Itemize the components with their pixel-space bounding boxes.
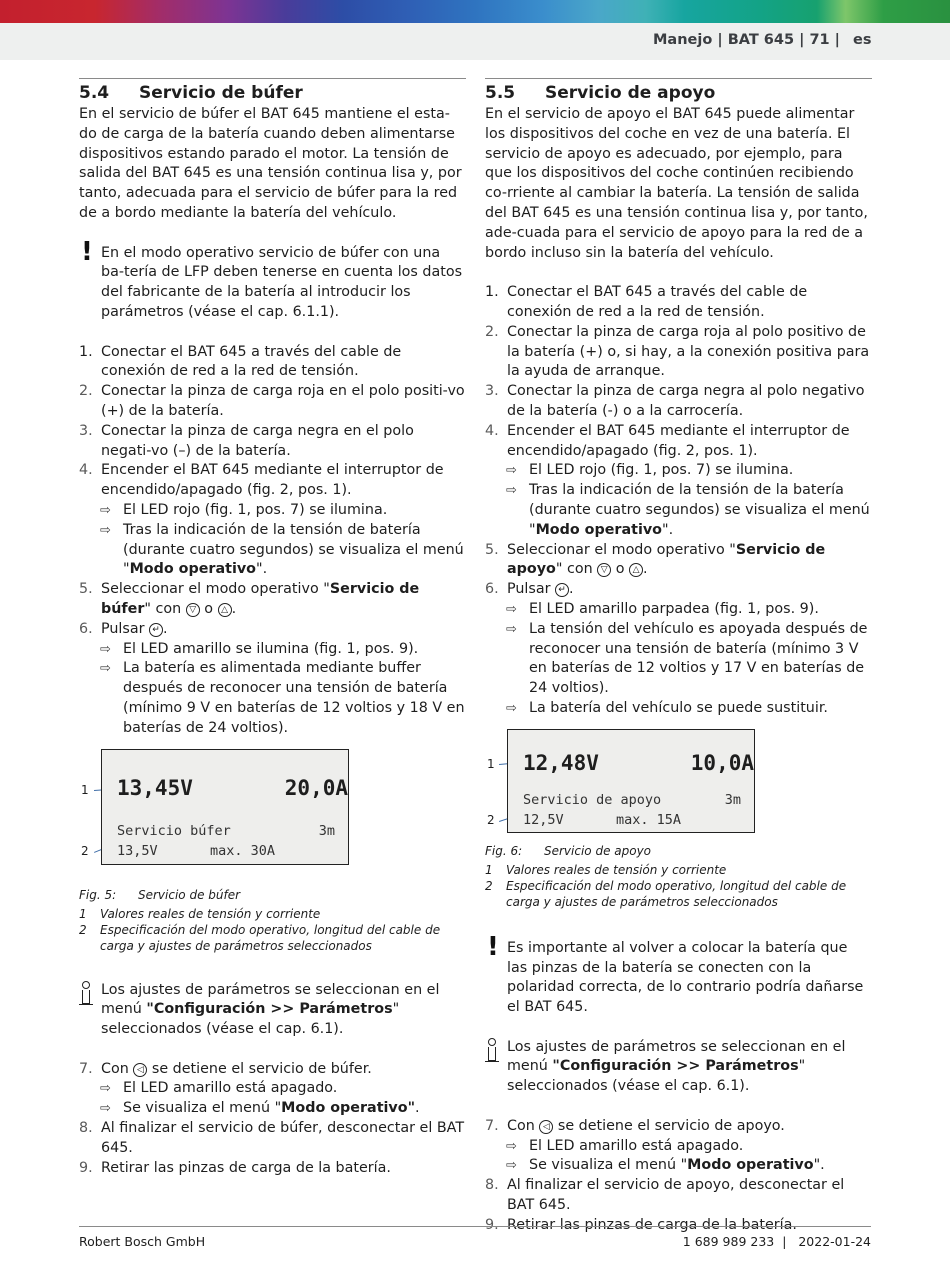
lcd-mode: Servicio búfer bbox=[117, 822, 231, 839]
exclamation-icon: ! bbox=[487, 931, 499, 962]
info-icon bbox=[485, 1038, 500, 1064]
result-text: El LED rojo (fig. 1, pos. 7) se ilumina. bbox=[123, 501, 388, 518]
step-5 bbox=[485, 541, 872, 581]
step-text: Seleccionar el modo operativo " bbox=[101, 581, 330, 598]
footer-company: Robert Bosch GmbH bbox=[79, 1234, 206, 1249]
section-buffer-service bbox=[79, 78, 466, 1178]
step-text: " con bbox=[144, 600, 186, 617]
legend-number: 1 bbox=[79, 906, 87, 921]
result-text: El LED amarillo está apagado. bbox=[529, 1137, 744, 1154]
step-7 bbox=[485, 1117, 872, 1137]
warning-note bbox=[79, 236, 466, 323]
language-code: es bbox=[853, 32, 872, 48]
callout-2: 2 bbox=[81, 843, 89, 858]
step-result bbox=[79, 659, 466, 738]
step-3 bbox=[485, 382, 872, 422]
result-arrow-icon: ⇨ bbox=[506, 463, 517, 479]
step-text: o bbox=[199, 600, 218, 617]
step-number: 1. bbox=[485, 284, 499, 301]
section-support-service bbox=[485, 78, 872, 1236]
figure-title: Servicio de búfer bbox=[138, 887, 241, 902]
section-number: 5.4 bbox=[79, 83, 110, 103]
legend-text: Valores reales de tensión y corriente bbox=[506, 862, 727, 877]
figure-legend-item bbox=[79, 922, 466, 954]
legend-text: Especificación del modo operativo, longitud del cable de carga y ajustes de parámetros seleccionados bbox=[506, 878, 847, 909]
footer-separator: | bbox=[782, 1234, 787, 1249]
footer-meta bbox=[683, 1234, 871, 1249]
step-3 bbox=[79, 422, 466, 462]
info-note bbox=[485, 1038, 872, 1097]
callout-1: 1 bbox=[81, 782, 89, 797]
step-number: 1. bbox=[79, 343, 93, 360]
step-text: Con bbox=[101, 1060, 134, 1077]
step-2 bbox=[485, 323, 872, 382]
back-arrow-key-icon: ◁ bbox=[133, 1063, 147, 1077]
step-text: Conectar el BAT 645 a través del cable de conexión de red a la red de tensión. bbox=[101, 343, 402, 380]
intro-paragraph: En el servicio de apoyo el BAT 645 puede alimentar los dispositivos del coche en vez de una batería. El servicio de apoyo es adecuado, por ejemplo, para que los dispositivos del coche continúen recibiendo co-rriente al cambiar la batería. La tensión de salida del BAT 645 es una tensión continua lisa y, por tanto, ade-cuada para el servicio de apoyo para la red de a bordo incluso sin la batería del vehículo. bbox=[485, 106, 868, 261]
step-text: Conectar la pinza de carga roja en el polo positi-vo (+) de la batería. bbox=[101, 383, 465, 419]
step-number: 3. bbox=[485, 383, 499, 400]
step-4 bbox=[485, 422, 872, 462]
step-number: 2. bbox=[79, 383, 93, 400]
step-text: o bbox=[611, 561, 630, 578]
warning-text: En el modo operativo servicio de búfer con una ba-tería de LFP deben tenerse en cuenta los datos del fabricante de la batería al introducir los parámetros (véase el cap. 6.1.1). bbox=[101, 244, 463, 320]
step-result bbox=[485, 699, 872, 719]
step-text: . bbox=[163, 620, 168, 637]
result-text: El LED amarillo se ilumina (fig. 1, pos. 9). bbox=[123, 640, 419, 657]
figure-legend-item bbox=[485, 862, 872, 878]
lcd-cable-length: 3m bbox=[318, 822, 335, 839]
callout-2: 2 bbox=[487, 812, 495, 827]
step-result bbox=[485, 481, 872, 540]
step-2 bbox=[79, 382, 466, 422]
result-arrow-icon: ⇨ bbox=[100, 522, 111, 538]
result-text: Tras la indicación de la tensión de batería (durante cuatro segundos) se visualiza el menú " bbox=[123, 521, 464, 578]
step-8 bbox=[79, 1119, 466, 1159]
result-text: La tensión del vehículo es apoyada después de reconocer una tensión de batería (mínimo 3 V en baterías de 12 voltios y 17 V en baterías de 24 voltios). bbox=[529, 620, 868, 697]
back-arrow-key-icon: ◁ bbox=[539, 1120, 553, 1134]
lcd-display bbox=[507, 729, 755, 833]
step-text: se detiene el servicio de apoyo. bbox=[553, 1117, 785, 1134]
step-result bbox=[79, 1079, 466, 1099]
step-result bbox=[79, 501, 466, 521]
result-arrow-icon: ⇨ bbox=[100, 502, 111, 518]
step-number: 9. bbox=[485, 1216, 499, 1233]
result-arrow-icon: ⇨ bbox=[506, 621, 517, 637]
footer-doc-number: 1 689 989 233 bbox=[682, 1234, 775, 1249]
step-text: se detiene el servicio de búfer. bbox=[147, 1060, 372, 1077]
step-result bbox=[485, 461, 872, 481]
section-number: 5.5 bbox=[485, 83, 516, 103]
step-text: . bbox=[569, 581, 574, 598]
warning-note bbox=[485, 931, 872, 1018]
exclamation-icon: ! bbox=[81, 236, 93, 267]
result-text: El LED rojo (fig. 1, pos. 7) se ilumina. bbox=[529, 462, 794, 479]
result-text: Se visualiza el menú " bbox=[123, 1100, 282, 1117]
step-result bbox=[485, 1137, 872, 1157]
step-text: . bbox=[231, 600, 237, 617]
step-9 bbox=[79, 1159, 466, 1179]
result-arrow-icon: ⇨ bbox=[506, 700, 517, 716]
step-number: 8. bbox=[79, 1120, 93, 1137]
info-text: " seleccionados (véase el cap. 6.1). bbox=[101, 1001, 400, 1038]
step-1 bbox=[485, 283, 872, 323]
step-8 bbox=[485, 1176, 872, 1216]
info-text-bold: "Configuración >> Parámetros bbox=[146, 1001, 393, 1018]
legend-number: 1 bbox=[485, 862, 493, 877]
lcd-current: 10,0A bbox=[690, 750, 754, 775]
result-text-bold: Modo operativo bbox=[129, 561, 256, 578]
step-number: 2. bbox=[485, 323, 499, 340]
info-note bbox=[79, 981, 466, 1040]
lcd-voltage: 12,48V bbox=[523, 750, 599, 775]
figure-label: Fig. 5: bbox=[79, 887, 117, 902]
lcd-set-voltage: 12,5V bbox=[523, 811, 564, 828]
legend-text: Valores reales de tensión y corriente bbox=[100, 906, 321, 921]
step-text: Conectar la pinza de carga roja al polo positivo de la batería (+) o, si hay, a la conexión positiva para la ayuda de arranque. bbox=[507, 323, 870, 380]
step-number: 4. bbox=[79, 462, 93, 479]
step-5 bbox=[79, 580, 466, 620]
step-number: 5. bbox=[485, 541, 499, 558]
step-text: . bbox=[643, 561, 648, 578]
section-heading bbox=[485, 83, 872, 105]
section-heading bbox=[79, 83, 466, 105]
figure-6 bbox=[485, 729, 872, 843]
step-4 bbox=[79, 461, 466, 501]
section-title: Servicio de apoyo bbox=[545, 83, 716, 103]
section-title: Servicio de búfer bbox=[139, 83, 303, 103]
result-text: El LED amarillo parpadea (fig. 1, pos. 9). bbox=[529, 600, 819, 617]
page-header: Manejo | BAT 645 | 71 | bbox=[653, 32, 840, 48]
step-6 bbox=[79, 620, 466, 640]
info-text: Los ajustes de parámetros se seleccionan en el menú bbox=[507, 1038, 846, 1075]
lcd-voltage: 13,45V bbox=[117, 775, 193, 800]
figure-5 bbox=[79, 749, 466, 887]
up-arrow-key-icon: △ bbox=[218, 603, 232, 617]
result-arrow-icon: ⇨ bbox=[100, 661, 111, 677]
result-text-bold: Modo operativo bbox=[535, 521, 662, 538]
down-arrow-key-icon: ▽ bbox=[597, 563, 611, 577]
step-number: 8. bbox=[485, 1177, 499, 1194]
figure-legend-item bbox=[485, 878, 872, 910]
step-text-bold: Servicio de apoyo bbox=[507, 541, 826, 578]
step-text: Al finalizar el servicio de apoyo, desconectar el BAT 645. bbox=[507, 1177, 845, 1214]
enter-key-icon: ↵ bbox=[149, 623, 163, 637]
lcd-max-current: max. 15A bbox=[616, 811, 682, 828]
result-text: Se visualiza el menú " bbox=[529, 1157, 688, 1174]
result-text: La batería del vehículo se puede sustituir. bbox=[529, 699, 828, 716]
info-text: " seleccionados (véase el cap. 6.1). bbox=[507, 1058, 806, 1095]
step-number: 7. bbox=[79, 1060, 93, 1077]
step-result bbox=[485, 1156, 872, 1176]
step-text: Encender el BAT 645 mediante el interruptor de encendido/apagado (fig. 2, pos. 1). bbox=[101, 462, 444, 499]
footer-rule bbox=[79, 1226, 871, 1227]
lcd-display bbox=[101, 749, 349, 865]
step-text: Seleccionar el modo operativo " bbox=[507, 541, 736, 558]
result-arrow-icon: ⇨ bbox=[506, 1138, 517, 1154]
result-text: El LED amarillo está apagado. bbox=[123, 1080, 338, 1097]
step-number: 9. bbox=[79, 1159, 93, 1176]
result-arrow-icon: ⇨ bbox=[506, 483, 517, 499]
figure-label: Fig. 6: bbox=[485, 843, 523, 858]
step-7 bbox=[79, 1060, 466, 1080]
step-number: 6. bbox=[485, 581, 499, 598]
step-6 bbox=[485, 580, 872, 600]
lcd-max-current: max. 30A bbox=[210, 842, 276, 859]
step-result bbox=[485, 600, 872, 620]
step-text: Pulsar bbox=[507, 581, 556, 598]
step-text: Retirar las pinzas de carga de la batería. bbox=[101, 1159, 391, 1176]
step-1 bbox=[79, 343, 466, 383]
step-text: Conectar la pinza de carga negra en el polo negati-vo (–) de la batería. bbox=[101, 422, 414, 459]
result-text-bold: Modo operativo" bbox=[281, 1100, 416, 1117]
result-text: La batería es alimentada mediante buffer después de reconocer una tensión de batería (mínimo 9 V en baterías de 12 voltios y 18 V en baterías de 24 voltios). bbox=[123, 660, 465, 736]
step-text: Con bbox=[507, 1117, 540, 1134]
figure-caption bbox=[79, 887, 466, 903]
result-text: ". bbox=[813, 1157, 825, 1174]
step-result bbox=[79, 640, 466, 660]
step-text: Conectar el BAT 645 a través del cable de conexión de red a la red de tensión. bbox=[507, 284, 808, 320]
lcd-current: 20,0A bbox=[284, 775, 348, 800]
figure-title: Servicio de apoyo bbox=[544, 843, 652, 858]
result-text: . bbox=[415, 1100, 420, 1117]
figure-legend-item bbox=[79, 906, 466, 922]
step-text: Pulsar bbox=[101, 620, 150, 637]
step-text: Al finalizar el servicio de búfer, desconectar el BAT 645. bbox=[101, 1120, 465, 1156]
up-arrow-key-icon: △ bbox=[629, 563, 643, 577]
info-text-bold: "Configuración >> Parámetros bbox=[552, 1058, 799, 1075]
result-arrow-icon: ⇨ bbox=[100, 641, 111, 657]
step-text: Retirar las pinzas de carga de la batería. bbox=[507, 1216, 797, 1233]
info-icon bbox=[79, 981, 94, 1007]
lcd-set-voltage: 13,5V bbox=[117, 842, 158, 859]
step-number: 4. bbox=[485, 422, 499, 439]
result-text-bold: Modo operativo bbox=[687, 1157, 814, 1174]
step-text-bold: Servicio de búfer bbox=[101, 581, 420, 617]
result-text: ". bbox=[256, 561, 268, 578]
enter-key-icon: ↵ bbox=[555, 583, 569, 597]
step-result bbox=[485, 620, 872, 699]
step-text: " con bbox=[555, 561, 598, 578]
result-text: ". bbox=[662, 521, 674, 538]
result-arrow-icon: ⇨ bbox=[100, 1081, 111, 1097]
step-text: Encender el BAT 645 mediante el interruptor de encendido/apagado (fig. 2, pos. 1). bbox=[507, 422, 850, 459]
section-rule bbox=[79, 78, 466, 79]
legend-number: 2 bbox=[79, 922, 87, 937]
step-result bbox=[79, 521, 466, 580]
brand-color-bar bbox=[0, 0, 950, 23]
step-number: 3. bbox=[79, 422, 93, 439]
result-arrow-icon: ⇨ bbox=[506, 1158, 517, 1174]
legend-text: Especificación del modo operativo, longitud del cable de carga y ajustes de parámetros seleccionados bbox=[100, 922, 441, 953]
intro-paragraph: En el servicio de búfer el BAT 645 mantiene el esta-do de carga de la batería cuando deben alimentarse dispositivos estando parado el motor. La tensión de salida del BAT 645 es una tensión continua lisa y, por tanto, adecuada para el servicio de búfer para la red de a bordo mediante la batería del vehículo. bbox=[79, 106, 462, 221]
info-text: Los ajustes de parámetros se seleccionan en el menú bbox=[101, 981, 440, 1018]
figure-caption bbox=[485, 843, 872, 859]
result-arrow-icon: ⇨ bbox=[506, 601, 517, 617]
step-text: Conectar la pinza de carga negra al polo negativo de la batería (-) o a la carrocería. bbox=[507, 383, 865, 419]
section-rule bbox=[485, 78, 872, 79]
warning-text: Es importante al volver a colocar la batería que las pinzas de la batería se conecten con la polaridad correcta, de lo contrario podría dañarse el BAT 645. bbox=[507, 939, 864, 1016]
lcd-mode: Servicio de apoyo bbox=[523, 791, 662, 808]
step-number: 6. bbox=[79, 620, 93, 637]
footer-date: 2022-01-24 bbox=[798, 1234, 871, 1249]
lcd-cable-length: 3m bbox=[724, 791, 741, 808]
step-number: 5. bbox=[79, 581, 93, 598]
callout-1: 1 bbox=[487, 756, 495, 771]
legend-number: 2 bbox=[485, 878, 493, 893]
result-arrow-icon: ⇨ bbox=[100, 1101, 111, 1117]
result-text: Tras la indicación de la tensión de la batería (durante cuatro segundos) se visualiza el menú " bbox=[529, 482, 870, 538]
down-arrow-key-icon: ▽ bbox=[186, 603, 200, 617]
step-number: 7. bbox=[485, 1117, 499, 1134]
step-result bbox=[79, 1099, 466, 1119]
